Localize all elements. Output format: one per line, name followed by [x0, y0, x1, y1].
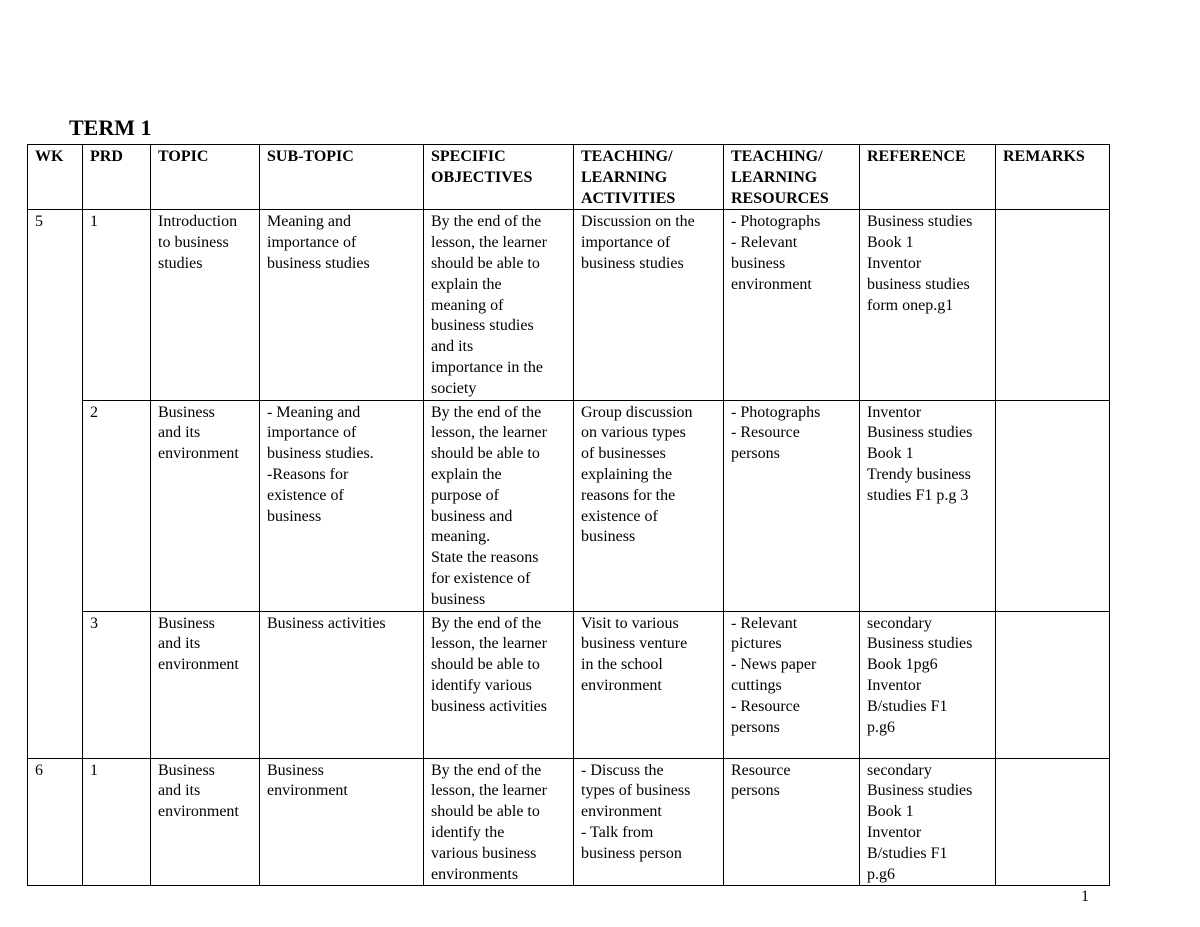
table-row	[28, 210, 1110, 400]
period-cell: 3	[83, 611, 151, 758]
header-topic: TOPIC	[151, 145, 260, 210]
table-row	[28, 758, 1110, 886]
header-sub-topic: SUB-TOPIC	[260, 145, 424, 210]
subtopic-cell: Business environment	[260, 758, 424, 886]
remarks-cell	[996, 758, 1110, 886]
scheme-of-work-table	[27, 144, 1110, 886]
objectives-cell: By the end of the lesson, the learner should be able to explain the meaning of business studies and its importance in the society	[424, 210, 574, 400]
objectives-cell: By the end of the lesson, the learner should be able to identify various business activities	[424, 611, 574, 758]
subtopic-cell: - Meaning and importance of business studies. -Reasons for existence of business	[260, 400, 424, 611]
header-remarks: REMARKS	[996, 145, 1110, 210]
topic-cell: Business and its environment	[151, 611, 260, 758]
period-cell: 2	[83, 400, 151, 611]
resources-cell: Resource persons	[724, 758, 860, 886]
activities-cell: Discussion on the importance of business studies	[574, 210, 724, 400]
subtopic-cell: Business activities	[260, 611, 424, 758]
activities-cell: Group discussion on various types of businesses explaining the reasons for the existence of business	[574, 400, 724, 611]
reference-cell: Business studies Book 1 Inventor business studies form onep.g1	[860, 210, 996, 400]
objectives-cell: By the end of the lesson, the learner should be able to identify the various business environments	[424, 758, 574, 886]
week-cell: 6	[28, 758, 83, 886]
topic-cell: Business and its environment	[151, 400, 260, 611]
objectives-cell: By the end of the lesson, the learner should be able to explain the purpose of business and meaning. State the reasons for existence of business	[424, 400, 574, 611]
page-number: 1	[1081, 888, 1089, 905]
remarks-cell	[996, 400, 1110, 611]
header-row	[28, 145, 1110, 210]
reference-cell: secondary Business studies Book 1pg6 Inventor B/studies F1 p.g6	[860, 611, 996, 758]
resources-cell: - Photographs - Resource persons	[724, 400, 860, 611]
table-row	[28, 611, 1110, 758]
table-row	[28, 400, 1110, 611]
header-wk: WK	[28, 145, 83, 210]
reference-cell: Inventor Business studies Book 1 Trendy business studies F1 p.g 3	[860, 400, 996, 611]
period-cell: 1	[83, 758, 151, 886]
topic-cell: Business and its environment	[151, 758, 260, 886]
subtopic-cell: Meaning and importance of business studies	[260, 210, 424, 400]
resources-cell: - Photographs - Relevant business environment	[724, 210, 860, 400]
week-cell: 5	[28, 210, 83, 758]
header-specific-objectives: SPECIFIC OBJECTIVES	[424, 145, 574, 210]
header-learning-resources: TEACHING/ LEARNING RESOURCES	[724, 145, 860, 210]
topic-cell: Introduction to business studies	[151, 210, 260, 400]
reference-cell: secondary Business studies Book 1 Inventor B/studies F1 p.g6	[860, 758, 996, 886]
term-title: TERM 1	[69, 115, 152, 140]
header-learning-activities: TEACHING/ LEARNING ACTIVITIES	[574, 145, 724, 210]
resources-cell: - Relevant pictures - News paper cuttings - Resource persons	[724, 611, 860, 758]
remarks-cell	[996, 210, 1110, 400]
activities-cell: Visit to various business venture in the school environment	[574, 611, 724, 758]
activities-cell: - Discuss the types of business environment - Talk from business person	[574, 758, 724, 886]
header-prd: PRD	[83, 145, 151, 210]
header-reference: REFERENCE	[860, 145, 996, 210]
period-cell: 1	[83, 210, 151, 400]
remarks-cell	[996, 611, 1110, 758]
